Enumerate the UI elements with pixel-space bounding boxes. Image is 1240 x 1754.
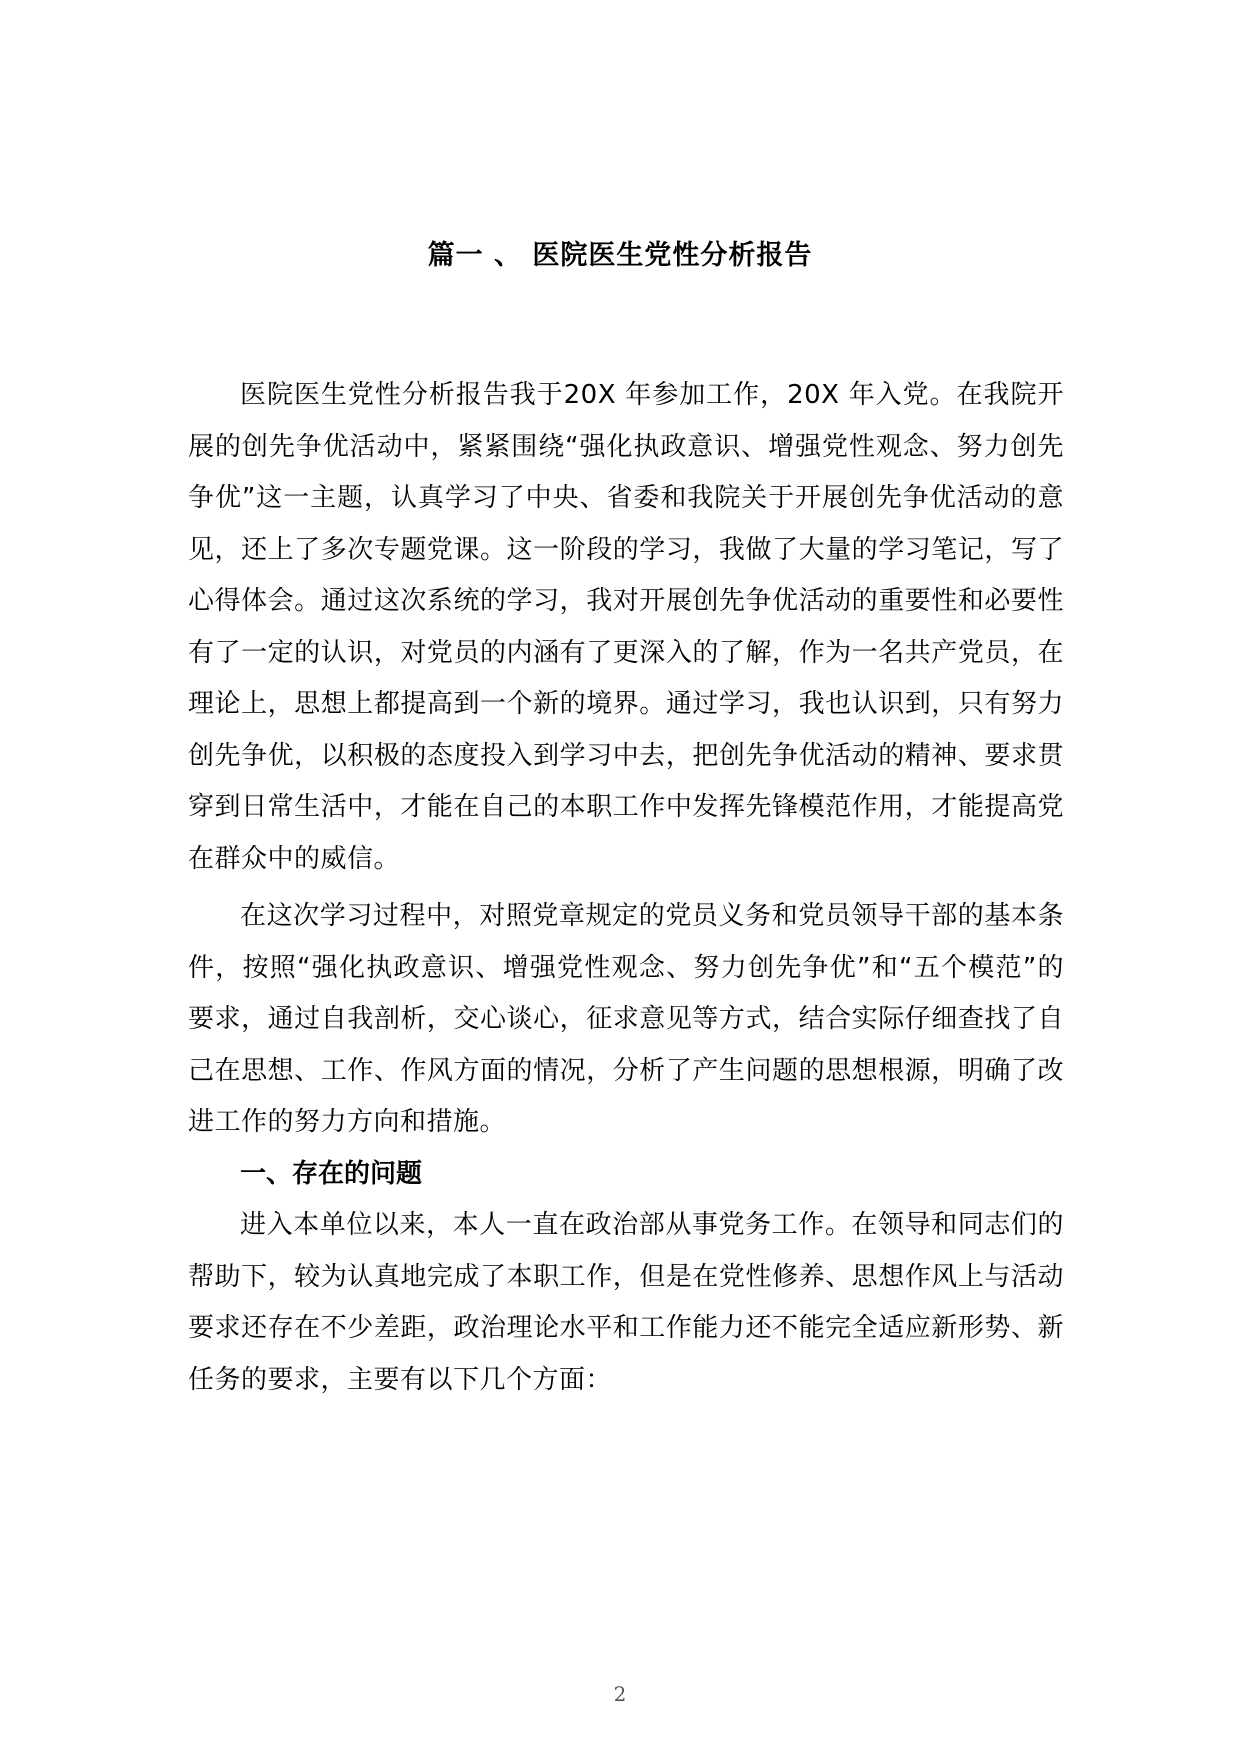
- body-paragraph-2: 在这次学习过程中，对照党章规定的党员义务和党员领导干部的基本条件，按照“强化执政意识、增强党性观念、努力创先争优”和“五个模范”的要求，通过自我剖析，交心谈心，征求意见等方式，结合实际仔细查找了自己在思想、工作、作风方面的情况，分析了产生问题的思想根源，明确了改进工作的努力方向和措施。: [188, 901, 1064, 1137]
- section-heading: 一、存在的问题: [240, 1158, 423, 1189]
- document-title: 篇一 、 医院医生党性分析报告: [427, 240, 813, 271]
- section-paragraph: 进入本单位以来，本人一直在政治部从事党务工作。在领导和同志们的帮助下，较为认真地完成了本职工作，但是在党性修养、思想作风上与活动要求还存在不少差距，政治理论水平和工作能力还不能完全适应新形势、新任务的要求，主要有以下几个方面：: [188, 1210, 1064, 1395]
- page-number: 2: [613, 1682, 627, 1706]
- body-paragraph-1: 医院医生党性分析报告我于20X 年参加工作，20X 年入党。在我院开展的创先争优活动中，紧紧围绕“强化执政意识、增强党性观念、努力创先争优”这一主题，认真学习了中央、省委和我院关于开展创先争优活动的意见，还上了多次专题党课。这一阶段的学习，我做了大量的学习笔记，写了心得体会。通过这次系统的学习，我对开展创先争优活动的重要性和必要性有了一定的认识，对党员的内涵有了更深入的了解，作为一名共产党员，在理论上，思想上都提高到一个新的境界。通过学习，我也认识到，只有努力创先争优，以积极的态度投入到学习中去，把创先争优活动的精神、要求贯穿到日常生活中，才能在自己的本职工作中发挥先锋模范作用，才能提高党在群众中的威信。: [188, 380, 1064, 874]
- document-body: [188, 370, 1064, 1406]
